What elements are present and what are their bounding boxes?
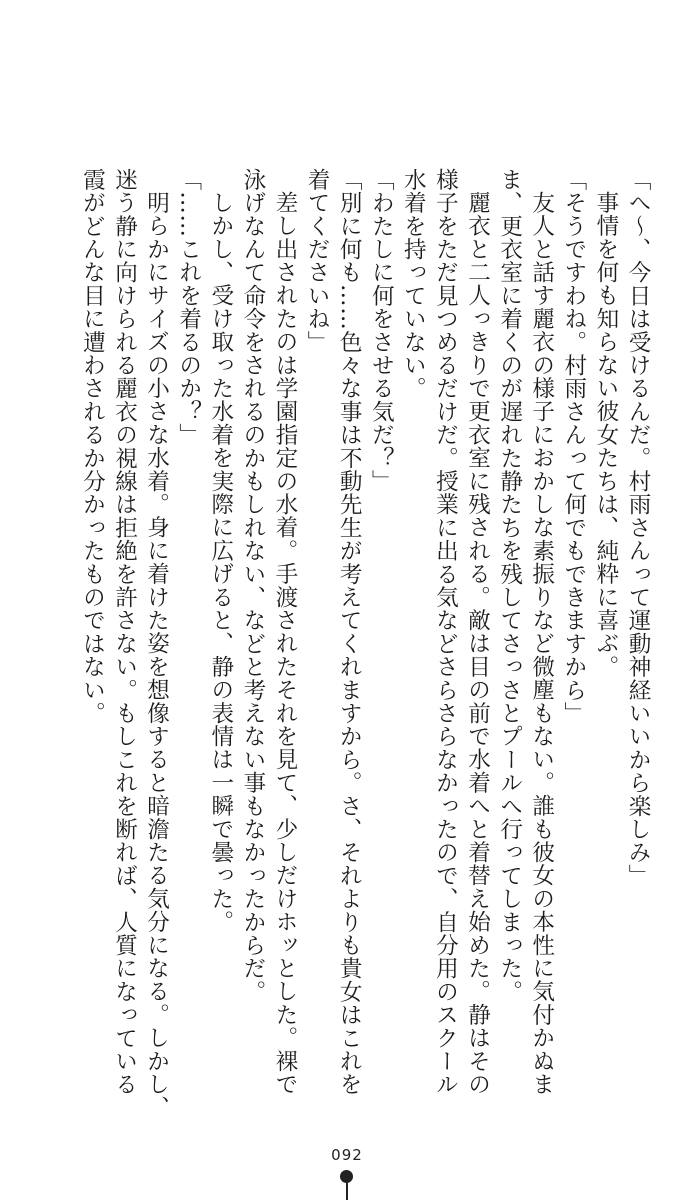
- text-line: 霞がどんな目に遭わされるか分かったものではない。: [79, 168, 106, 725]
- text-line: 明らかにサイズの小さな水着。身に着けた姿を想像すると暗澹たる気分になる。しかし、: [143, 190, 170, 1119]
- vertical-text-body: [54, 168, 654, 1119]
- text-line: 差し出されたのは学園指定の水着。手渡されたそれを見て、少しだけホッとした。裸で: [271, 190, 298, 1096]
- text-line: 着てくださいね」: [304, 168, 331, 354]
- text-line: ま、更衣室に着くのが遅れた静たちを残してさっさとプールへ行ってしまった。: [496, 168, 523, 1004]
- text-line: 麗衣と二人っきりで更衣室に残される。敵は目の前で水着へと着替え始めた。静はその: [464, 190, 491, 1096]
- text-line: 水着を持っていない。: [400, 168, 427, 400]
- text-line: 「別に何も……色々な事は不動先生が考えてくれますから。さ、それよりも貴女はこれを: [336, 168, 363, 1096]
- text-line: 迷う静に向けられる麗衣の視線は拒絶を許さない。もしこれを断れば、人質になっている: [111, 168, 138, 1096]
- marker-line: [346, 1180, 348, 1200]
- text-line: 泳げなんて命令をされるのかもしれない、などと考えない事もなかったからだ。: [239, 168, 266, 1004]
- text-line: 事情を何も知らない彼女たちは、純粋に喜ぶ。: [592, 190, 619, 678]
- page-marker-icon: [340, 1170, 354, 1200]
- page-number: 092: [331, 1146, 363, 1164]
- text-line: 「へ〜、今日は受けるんだ。村雨さんって運動神経いいから楽しみ」: [625, 168, 651, 888]
- text-line: 「……これを着るのか？」: [175, 168, 202, 447]
- text-line: 様子をただ見つめるだけだ。授業に出る気などさらさらなかったので、自分用のスクール: [432, 168, 459, 1096]
- text-line: しかし、受け取った水着を実際に広げると、静の表情は一瞬で曇った。: [207, 190, 234, 933]
- text-line: 友人と話す麗衣の様子におかしな素振りなど微塵もない。誰も彼女の本性に気付かぬま: [528, 190, 555, 1096]
- text-line: 「そうですわね。村雨さんって何でもできますから」: [560, 168, 587, 725]
- text-line: 「わたしに何をさせる気だ？」: [368, 168, 395, 493]
